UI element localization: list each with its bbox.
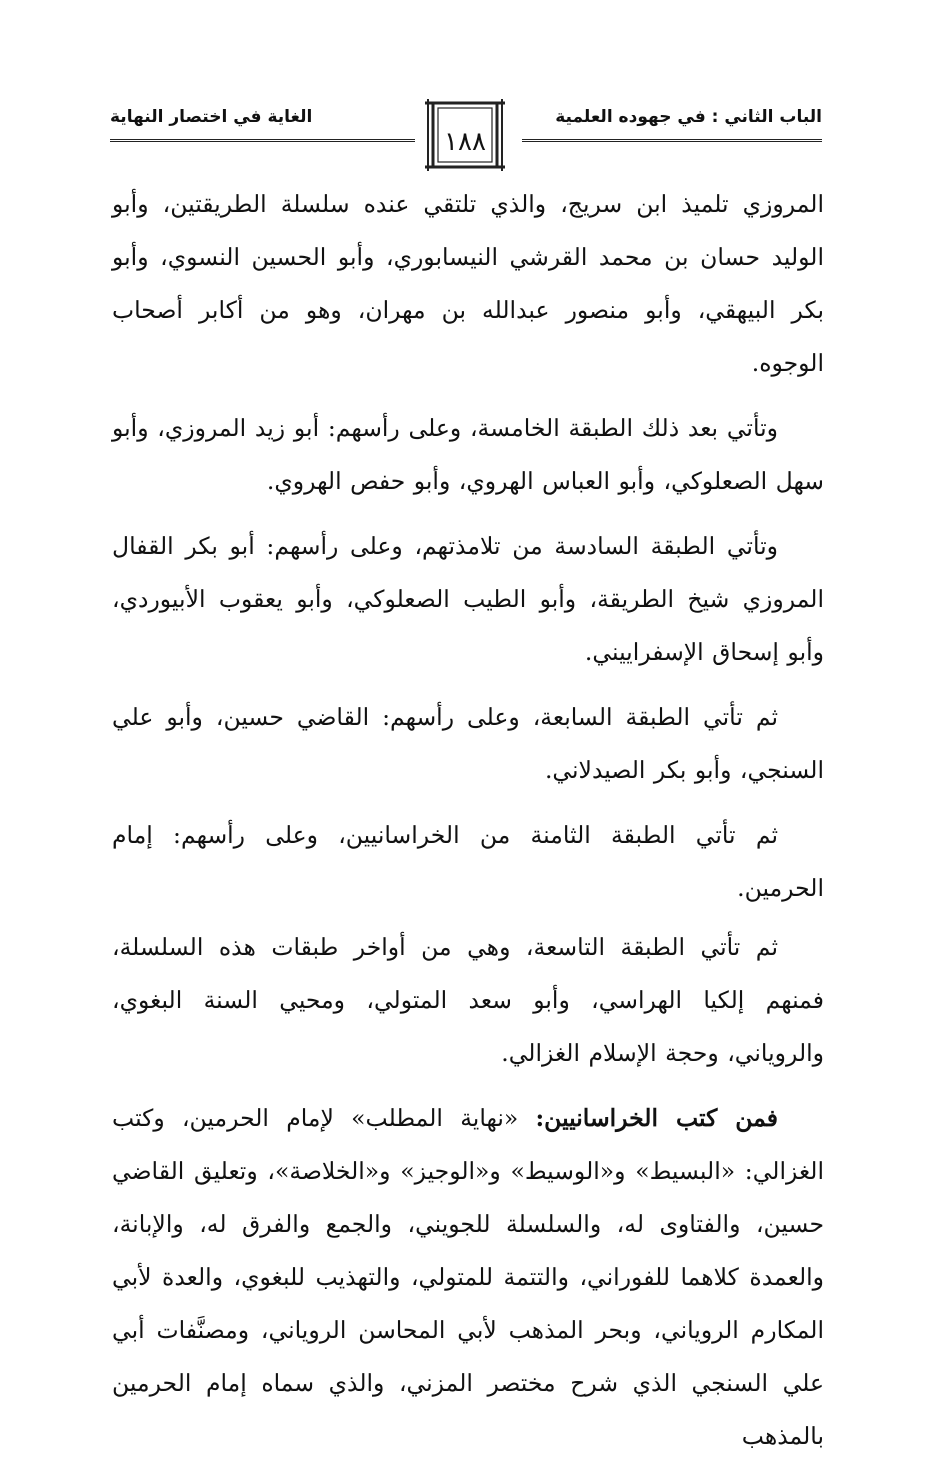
paragraph-text: وتأتي الطبقة السادسة من تلامذتهم، وعلى رأسهم: أبو بكر القفال المروزي شيخ الطريقة، وأبو الطيب الصعلوكي، وأبو يعقوب الأبيوردي، وأبو إسحاق الإسفراييني. (112, 532, 824, 666)
page-number-frame (423, 97, 507, 173)
paragraph-text: ثم تأتي الطبقة الثامنة من الخراسانيين، وعلى رأسهم: إمام الحرمين. (112, 821, 824, 902)
paragraph (112, 520, 824, 679)
paragraph (112, 691, 824, 797)
paragraph (112, 178, 824, 390)
body-text (112, 178, 824, 1463)
paragraph-text: المروزي تلميذ ابن سريج، والذي تلتقي عنده سلسلة الطريقتين، وأبو الوليد حسان بن محمد القرشي النيسابوري، وأبو الحسين النسوي، وأبو بكر البيهقي، وأبو منصور عبدالله بن مهران، وهو من أكابر أصحاب الوجوه. (112, 190, 824, 377)
page-number: ١٨٨ (444, 127, 486, 157)
header-rule-left (110, 139, 415, 142)
running-header (110, 95, 822, 175)
paragraph (112, 809, 824, 915)
paragraph-text: ثم تأتي الطبقة السابعة، وعلى رأسهم: القاضي حسين، وأبو علي السنجي، وأبو بكر الصيدلاني. (112, 703, 824, 784)
chapter-title: الباب الثاني : في جهوده العلمية (555, 107, 822, 127)
paragraph (112, 1092, 824, 1463)
paragraph (112, 402, 824, 508)
header-rule-right (522, 139, 822, 142)
paragraph-lead: فمن كتب الخراسانيين: (535, 1104, 778, 1132)
paragraph-text: «نهاية المطلب» لإمام الحرمين، وكتب الغزالي: «البسيط» و«الوسيط» و«الوجيز» و«الخلاصة»، وتعليق القاضي حسين، والفتاوى له، والسلسلة للجويني، والجمع والفرق له، والإبانة، والعمدة كلاهما للفوراني، والتتمة للمتولي، والتهذيب للبغوي، والعدة لأبي المكارم الروياني، وبحر المذهب لأبي المحاسن الروياني، ومصنَّفات أبي علي السنجي الذي شرح مختصر المزني، والذي سماه إمام الحرمين بالمذهب (112, 1104, 824, 1450)
paragraph-text: وتأتي بعد ذلك الطبقة الخامسة، وعلى رأسهم: أبو زيد المروزي، وأبو سهل الصعلوكي، وأبو العباس الهروي، وأبو حفص الهروي. (112, 414, 824, 495)
book-title: الغاية في اختصار النهاية (110, 107, 313, 127)
paragraph (112, 921, 824, 1080)
paragraph-text: ثم تأتي الطبقة التاسعة، وهي من أواخر طبقات هذه السلسلة، فمنهم إلكيا الهراسي، وأبو سعد المتولي، ومحيي السنة البغوي، والروياني، وحجة الإسلام الغزالي. (112, 933, 824, 1067)
